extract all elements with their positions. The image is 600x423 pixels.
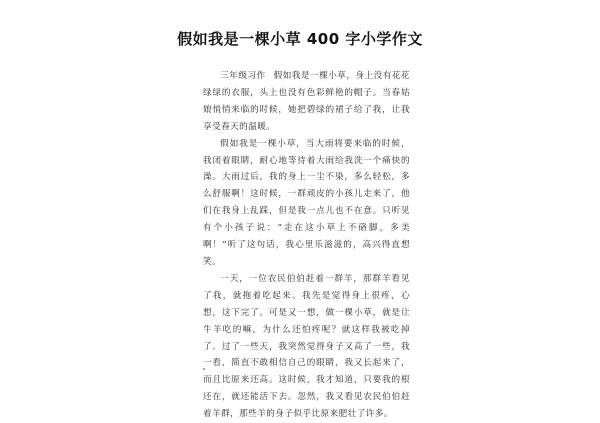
paragraph-1 bbox=[203, 68, 410, 136]
paragraph-2-text: 假如我是一棵小草，当大雨将要来临的时候，我闭着眼睛，耐心地等待着大雨给我洗一个痛快的澡。大雨过后，我的身上一尘不染，多么轻松，多么舒服啊！这时候，一群顽皮的小孩儿走来了，他们在我身上乱踩，但是我一点儿也不在意。只听见有个小孩子说：“走在这小草上不硌脚，多美啊！”听了这句话，我心里乐滋滋的，高兴得直想笑。 bbox=[203, 138, 410, 267]
scan-speck bbox=[203, 368, 205, 370]
paragraph-3 bbox=[203, 271, 410, 423]
paragraph-3-text: 一天，一位农民伯伯赶着一群羊，那群羊看见了我，就拖着吃起来。我先是觉得身上很疼，心想，这下完了。可是又一想，做一棵小草，就是让牛羊吃的嘛，为什么还怕疼呢？就这样我被吃掉了。过了一些天，我突然觉得身子又高了一些，我一看，简直不敢相信自己的眼睛，我又长起来了，而且比原来还高。这时候，我才知道，只要我的根还在，就还能活下去。忽然，我又看见农民伯伯赶着羊群，那些羊的身子似乎比原来肥壮了许多。 bbox=[203, 273, 410, 420]
document-title: 假如我是一棵小草 400 字小学作文 bbox=[177, 30, 423, 48]
paragraph-2 bbox=[203, 136, 410, 271]
paragraph-1-text: 假如我是一棵小草，身上没有花花绿绿的衣服，头上也没有色彩鲜艳的帽子。当春姑娘悄悄来临的时候，她把碧绿的裙子给了我，让我享受春天的温暖。 bbox=[203, 71, 410, 132]
grade-label: 三年级习作 bbox=[220, 71, 266, 81]
document-body bbox=[203, 68, 410, 423]
